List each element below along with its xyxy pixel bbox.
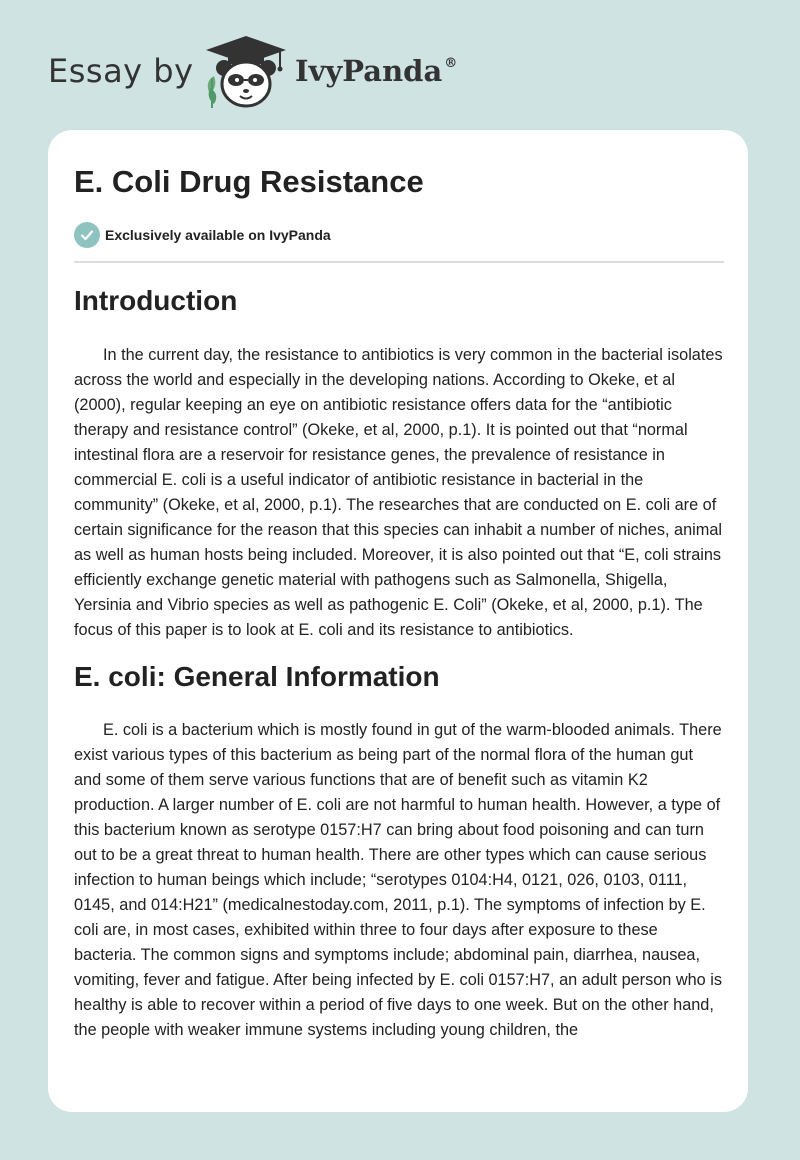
essay-title: E. Coli Drug Resistance	[74, 164, 424, 199]
section-paragraph-general-information: E. coli is a bacterium which is mostly found in gut of the warm-blooded animals. There exist various types of this bacterium as being part of the normal flora of the human gut and some of them serve various functions that are of benefit such as vitamin K2 production. A larger number of E. coli are not harmful to human health. However, a type of this bacterium known as serotype 0157:H7 can bring about food poisoning and can turn out to be a great threat to human health. There are other types which can cause serious infection to human beings which include; “serotypes 0104:H4, 0121, 026, 0103, 0111, 0145, and 014:H21” (medicalnestoday.com, 2011, p.1). The symptoms of infection by E. coli are, in most cases, exhibited within three to four days after exposure to these bacteria. The common signs and symptoms include; abdominal pain, diarrhea, nausea, vomiting, fever and fatigue. After being infected by E. coli 0157:H7, an adult person who is healthy is able to recover within a period of five days to one week. But on the other hand, the people with weaker immune systems including young children, the	[74, 721, 723, 1039]
section-heading-introduction: Introduction	[74, 285, 238, 316]
title-divider	[74, 261, 724, 263]
ivypanda-logo-text[interactable]	[295, 54, 457, 88]
check-icon	[74, 222, 100, 248]
exclusive-badge	[74, 222, 331, 248]
section-heading-general-information: E. coli: General Information	[74, 661, 440, 692]
panda-graduate-icon[interactable]	[200, 34, 292, 110]
site-header	[0, 0, 800, 130]
essay-by-label: Essay by	[48, 52, 194, 90]
essay-card	[48, 130, 748, 1112]
brand-name-text: IvyPanda	[295, 54, 443, 88]
registered-mark: ®	[444, 56, 458, 71]
section-paragraph-introduction: In the current day, the resistance to antibiotics is very common in the bacterial isolates across the world and especially in the developing nations. According to Okeke, et al (2000), regular keeping an eye on antibiotic resistance offers data for the “antibiotic therapy and resistance control” (Okeke, et al, 2000, p.1). It is pointed out that “normal intestinal flora are a reservoir for resistance genes, the prevalence of resistance in commercial E. coli is a useful indicator of antibiotic resistance in bacterial in the community” (Okeke, et al, 2000, p.1). The researches that are conducted on E. coli are of certain significance for the reason that this species can inhabit a number of niches, animal as well as human hosts being included. Moreover, it is also pointed out that “E, coli strains efficiently exchange genetic material with pathogens such as Salmonella, Shigella, Yersinia and Vibrio species as well as pathogenic E. Coli” (Okeke, et al, 2000, p.1). The focus of this paper is to look at E. coli and its resistance to antibiotics.	[74, 346, 723, 639]
exclusive-label: Exclusively available on IvyPanda	[105, 227, 331, 243]
